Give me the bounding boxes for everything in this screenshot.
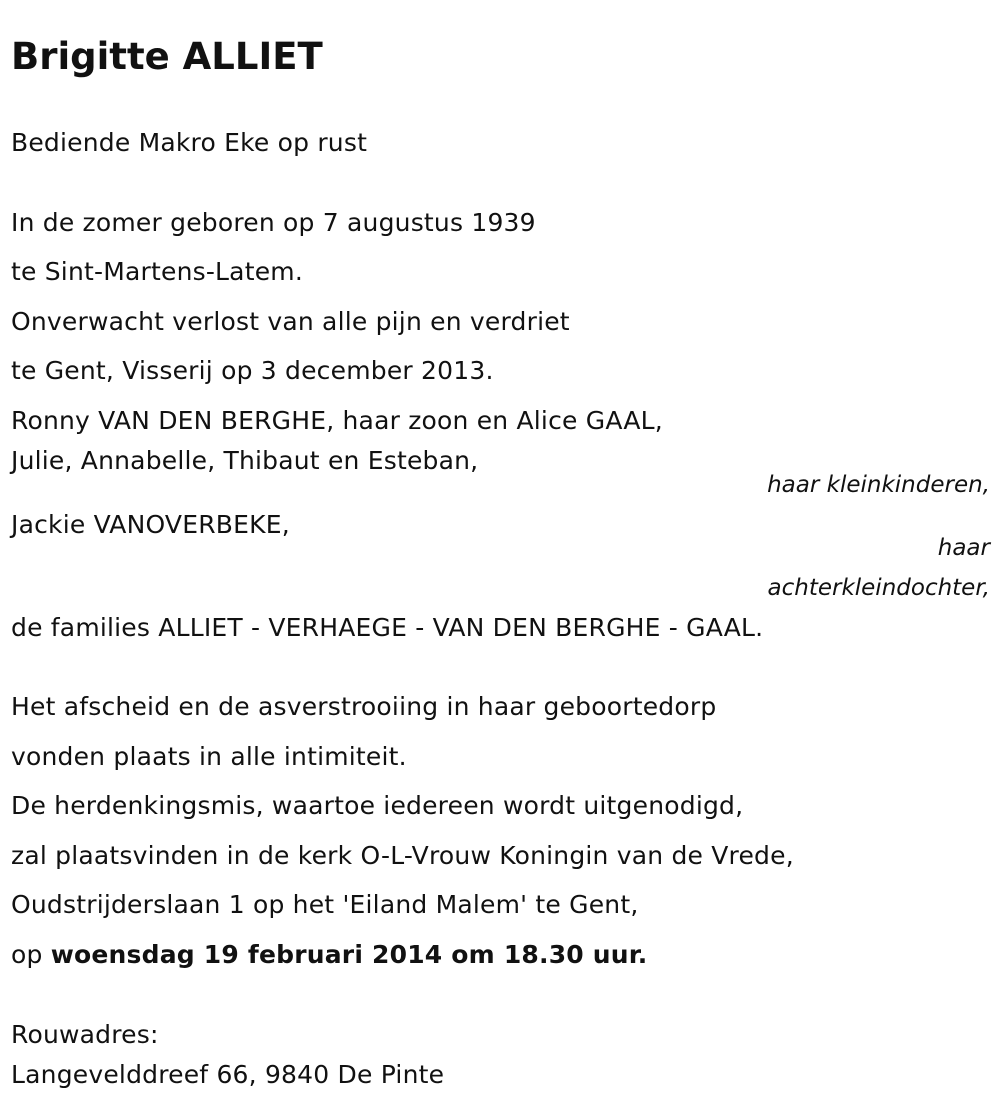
birth-line-1: In de zomer geboren op 7 augustus 1939	[11, 208, 536, 237]
occupation: Bediende Makro Eke op rust	[11, 128, 368, 157]
ceremony-date: woensdag 19 februari 2014 om 18.30 uur.	[50, 940, 648, 969]
deceased-name: Brigitte ALLIET	[11, 35, 323, 78]
address-value: Langevelddreef 66, 9840 De Pinte	[11, 1060, 445, 1089]
family-families: de families ALLIET - VERHAEGE - VAN DEN BERGHE - GAAL.	[11, 613, 764, 642]
family-great-grandchild: Jackie VANOVERBEKE,	[11, 510, 290, 539]
ceremony-line-1: Het afscheid en de asverstrooiing in haar geboortedorp	[11, 692, 717, 721]
family-great-grandchild-role-1: haar	[937, 535, 990, 561]
death-line-2: te Gent, Visserij op 3 december 2013.	[11, 356, 494, 385]
family-grandchildren-role: haar kleinkinderen,	[767, 472, 990, 498]
birth-line-2: te Sint-Martens-Latem.	[11, 257, 303, 286]
ceremony-line-5: Oudstrijderslaan 1 op het 'Eiland Malem' te Gent,	[11, 890, 639, 919]
address-label: Rouwadres:	[11, 1020, 159, 1049]
family-grandchildren: Julie, Annabelle, Thibaut en Esteban,	[11, 446, 479, 475]
ceremony-line-2: vonden plaats in alle intimiteit.	[11, 742, 407, 771]
ceremony-line-3: De herdenkingsmis, waartoe iedereen wordt uitgenodigd,	[11, 791, 744, 820]
ceremony-line-4: zal plaatsvinden in de kerk O-L-Vrouw Koningin van de Vrede,	[11, 841, 794, 870]
ceremony-line-6	[11, 940, 647, 970]
family-son: Ronny VAN DEN BERGHE, haar zoon en Alice GAAL,	[11, 406, 663, 435]
ceremony-date-prefix: op	[11, 940, 51, 969]
family-great-grandchild-role-2: achterkleindochter,	[767, 575, 990, 601]
death-line-1: Onverwacht verlost van alle pijn en verdriet	[11, 307, 570, 336]
